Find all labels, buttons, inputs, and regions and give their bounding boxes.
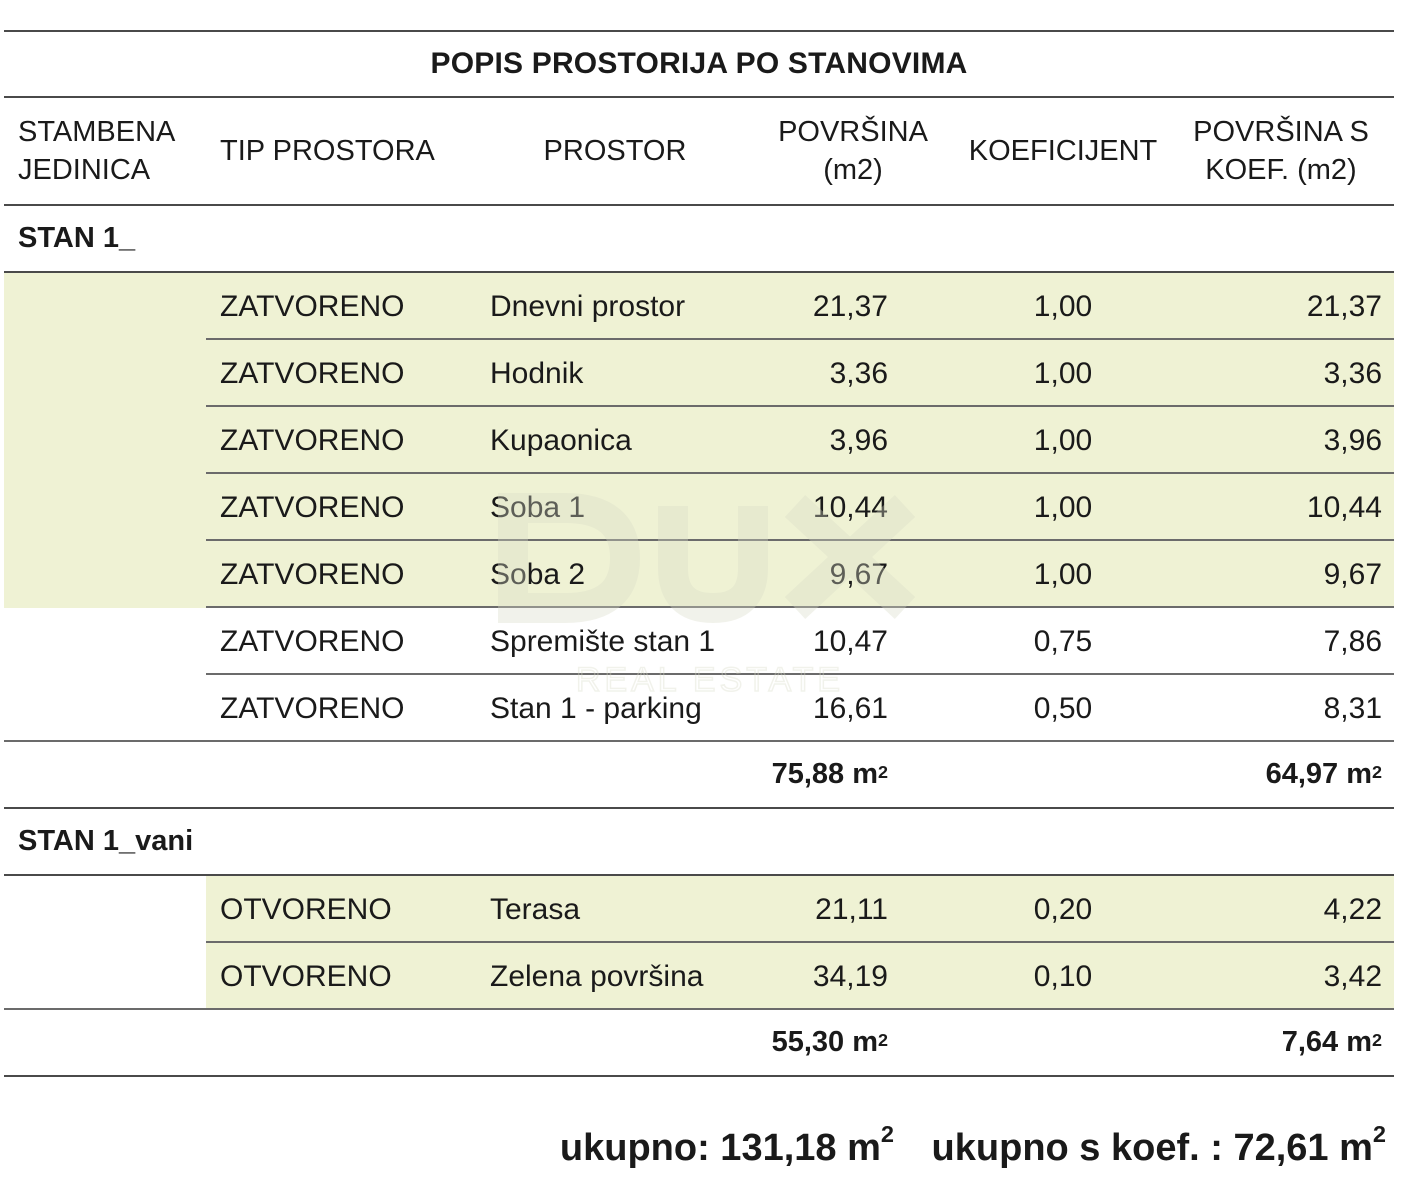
cell-koef: 1,00 — [1033, 490, 1093, 524]
table-row — [4, 407, 1394, 474]
cell-povrsina: 34,19 — [812, 959, 888, 993]
cell-kpov: 21,37 — [1306, 289, 1382, 323]
cell-povrsina: 3,36 — [829, 356, 888, 390]
table-row — [4, 608, 1394, 675]
cell-povrsina: 9,67 — [829, 557, 888, 591]
cell-koef: 0,75 — [1033, 624, 1093, 658]
header-prostor: PROSTOR — [543, 135, 687, 167]
table-row — [4, 876, 1394, 943]
cell-povrsina: 10,47 — [812, 624, 888, 658]
header-povrsina-line2: (m2) — [823, 154, 883, 186]
table-row — [4, 675, 1394, 742]
cell-tip: OTVORENO — [220, 892, 392, 926]
cell-koef: 0,10 — [1033, 959, 1093, 993]
cell-koef: 1,00 — [1033, 423, 1093, 457]
cell-prostor: Stan 1 - parking — [490, 691, 702, 725]
cell-kpov: 7,86 — [1323, 624, 1382, 658]
header-kpov-line1: POVRŠINA S — [1193, 116, 1369, 148]
cell-tip: ZATVORENO — [220, 423, 405, 457]
header-kpov-line2: KOEF. (m2) — [1205, 154, 1357, 186]
cell-tip: ZATVORENO — [220, 356, 405, 390]
sum-kpov: 7,64 m $^2$ — [1281, 1026, 1382, 1058]
table-row — [4, 943, 1394, 1010]
cell-kpov: 9,67 — [1323, 557, 1382, 591]
header-povrsina — [748, 98, 958, 204]
header-tip: TIP PROSTORA — [220, 135, 435, 167]
header-unit-line2: JEDINICA — [18, 154, 151, 186]
table-title: POPIS PROSTORIJA PO STANOVIMA — [4, 30, 1394, 98]
table-row — [4, 541, 1394, 608]
table-row — [4, 474, 1394, 541]
cell-kpov: 4,22 — [1323, 892, 1382, 926]
section-sum-row — [4, 1010, 1394, 1077]
cell-prostor: Hodnik — [490, 356, 584, 390]
cell-tip: ZATVORENO — [220, 490, 405, 524]
cell-kpov: 8,31 — [1323, 691, 1382, 725]
grand-totals — [0, 1118, 1422, 1178]
cell-tip: OTVORENO — [220, 959, 392, 993]
total-area-koef: ukupno s koef. : 72,61 $m^2$ — [931, 1121, 1386, 1169]
total-area: ukupno: 131,18 $m^2$ — [559, 1121, 894, 1169]
cell-koef: 1,00 — [1033, 557, 1093, 591]
watermark-subtitle: REAL ESTATE — [575, 661, 845, 699]
header-koef: KOEFICIJENT — [968, 135, 1158, 167]
cell-prostor: Dnevni prostor — [490, 289, 686, 323]
section-sum-row — [4, 742, 1394, 809]
row-divider — [4, 740, 1394, 742]
cell-koef: 0,50 — [1033, 691, 1093, 725]
cell-povrsina: 21,11 — [815, 892, 888, 926]
cell-povrsina: 3,96 — [829, 423, 888, 457]
header-povrsina-line1: POVRŠINA — [778, 116, 928, 148]
cell-prostor: Zelena površina — [490, 959, 704, 993]
cell-prostor: Soba 1 — [490, 490, 586, 524]
cell-tip: ZATVORENO — [220, 557, 405, 591]
cell-kpov: 10,44 — [1306, 490, 1382, 524]
section-title: STAN 1_ — [4, 206, 1394, 273]
sum-povrsina: 55,30 m $^2$ — [771, 1026, 888, 1058]
cell-tip: ZATVORENO — [220, 289, 405, 323]
section-title: STAN 1_vani — [4, 809, 1394, 876]
header-unit — [4, 98, 206, 204]
cell-kpov: 3,42 — [1323, 959, 1382, 993]
header-unit-line1: STAMBENA — [18, 116, 176, 148]
rooms-table — [4, 30, 1394, 1077]
cell-kpov: 3,96 — [1323, 423, 1382, 457]
cell-koef: 1,00 — [1033, 356, 1093, 390]
table-row — [4, 340, 1394, 407]
row-divider — [4, 1008, 1394, 1010]
sum-kpov: 64,97 m $^2$ — [1265, 758, 1382, 790]
cell-tip: ZATVORENO — [220, 624, 405, 658]
header-kpov — [1168, 98, 1394, 204]
cell-koef: 0,20 — [1033, 892, 1093, 926]
cell-prostor: Kupaonica — [490, 423, 632, 457]
cell-tip: ZATVORENO — [220, 691, 405, 725]
cell-povrsina: 16,61 — [812, 691, 888, 725]
cell-povrsina: 10,44 — [812, 490, 888, 524]
table-row — [4, 273, 1394, 340]
table-header — [4, 98, 1394, 206]
cell-koef: 1,00 — [1033, 289, 1093, 323]
cell-kpov: 3,36 — [1323, 356, 1382, 390]
sum-povrsina: 75,88 m $^2$ — [771, 758, 888, 790]
cell-prostor: Terasa — [490, 892, 581, 926]
cell-povrsina: 21,37 — [812, 289, 888, 323]
cell-prostor: Soba 2 — [490, 557, 586, 591]
cell-prostor: Spremište stan 1 — [490, 624, 716, 658]
